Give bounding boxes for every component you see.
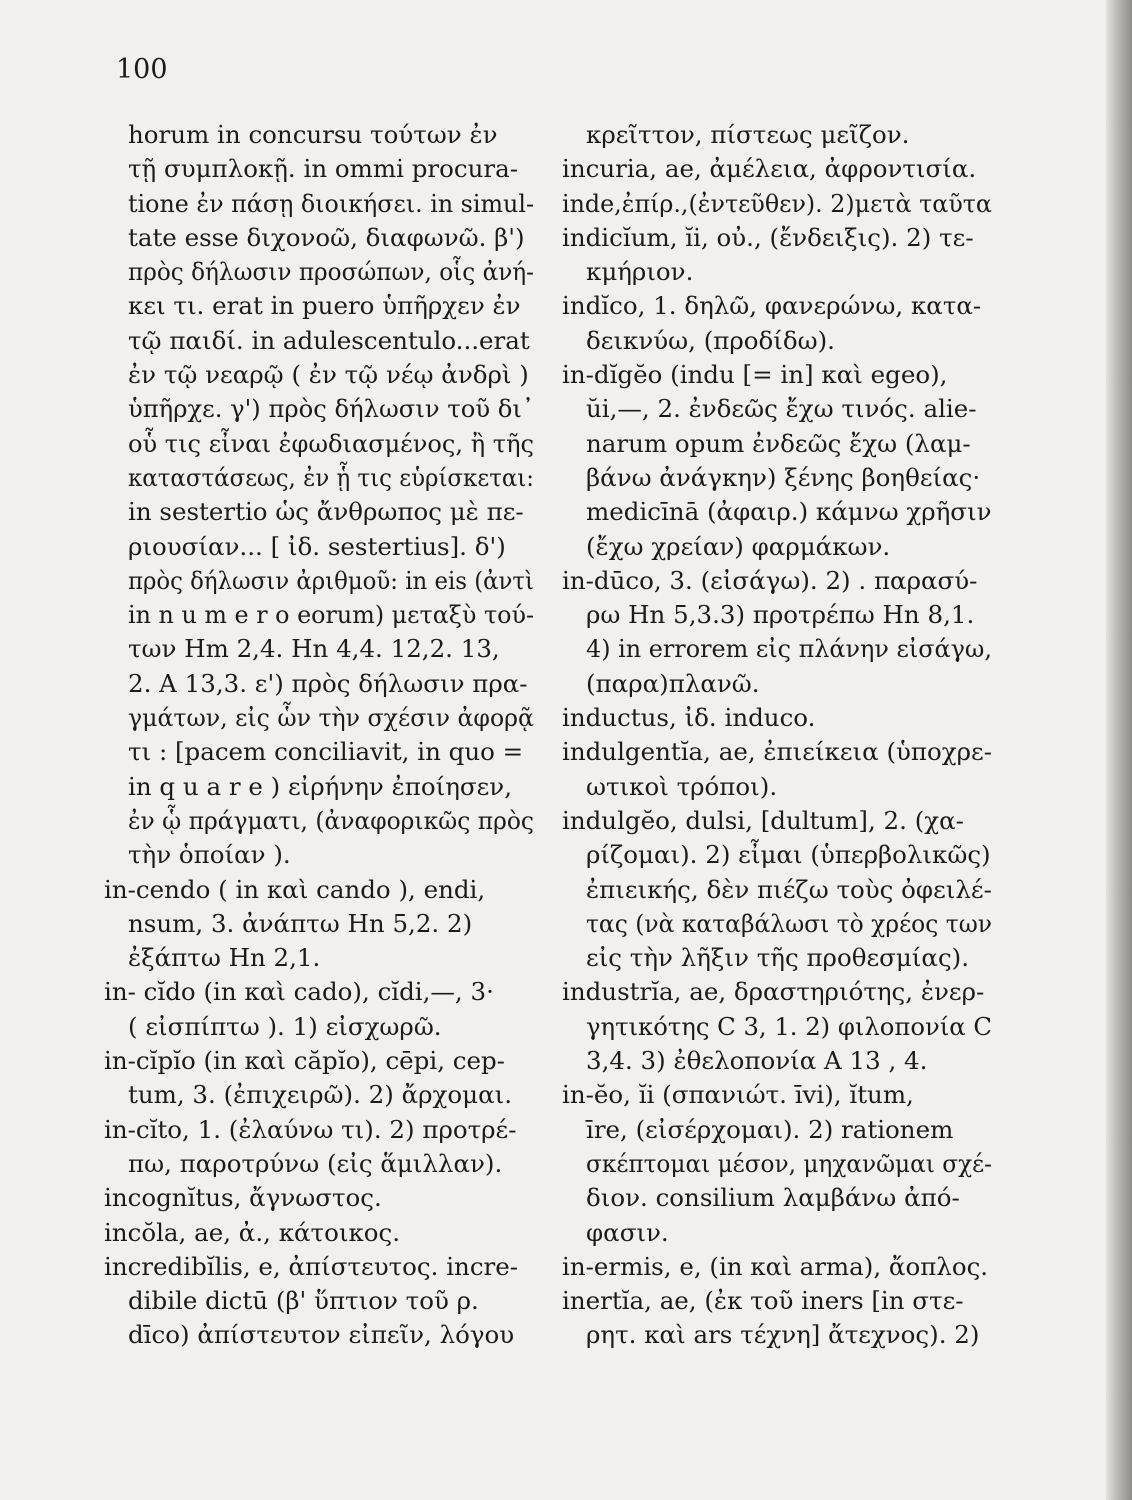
dictionary-line: καταστάσεως, ἐν ᾗ τις εὑρίσκεται: xyxy=(128,462,534,492)
dictionary-line: medicīnā (ἀφαιρ.) κάμνω χρῆσιν xyxy=(586,497,992,527)
dictionary-line: in-ĕo, ĭi (σπανιώτ. īvi), ĭtum, xyxy=(562,1080,914,1110)
dictionary-line: εἰς τὴν λῆξιν τῆς προθεσμίας). xyxy=(586,943,970,973)
dictionary-line: ŭi,—, 2. ἐνδεῶς ἔχω τινός. alie- xyxy=(586,394,977,424)
dictionary-line: τῇ συμπλοκῇ. in ommi procura- xyxy=(128,154,518,184)
dictionary-line: κμήριον. xyxy=(586,257,694,287)
dictionary-line: 2. A 13,3. ε') πρὸς δήλωσιν πρα- xyxy=(128,668,528,698)
dictionary-line: dīco) ἀπίστευτον εἰπεῖν, λόγου xyxy=(128,1320,515,1350)
dictionary-line: ρητ. καὶ ars τέχνη] ἄτεχνος). 2) xyxy=(586,1320,980,1350)
dictionary-line: in-cĭpĭo (in καὶ căpĭo), cēpi, cep- xyxy=(104,1046,505,1076)
dictionary-line: inde,ἐπίρ.,(ἐντεῦθεν). 2)μετὰ ταῦτα xyxy=(562,188,992,218)
dictionary-line: in-cĭto, 1. (ἐλαύνω τι). 2) προτρέ- xyxy=(104,1114,517,1144)
dictionary-line: βάνω ἀνάγκην) ξένης βοηθείας· xyxy=(586,462,981,492)
dictionary-line: dibile dictū (β' ὕπτιον τοῦ ρ. xyxy=(128,1286,479,1316)
dictionary-line: σκέπτομαι μέσον, μηχανῶμαι σχέ- xyxy=(586,1148,993,1178)
dictionary-line: (παρα)πλανῶ. xyxy=(586,668,760,698)
dictionary-line: horum in concursu τούτων ἐν xyxy=(128,120,498,149)
dictionary-line: inertĭa, ae, (ἐκ τοῦ iners [in στε- xyxy=(562,1286,964,1316)
dictionary-line: ρίζομαι). 2) εἶμαι (ὑπερβολικῶς) xyxy=(586,840,991,870)
dictionary-line: πρὸς δήλωσιν ἀριθμοῦ: in eis (ἀντὶ xyxy=(128,565,534,595)
dictionary-line: inductus, ἰδ. induco. xyxy=(562,703,816,733)
page-number: 100 xyxy=(116,54,168,85)
dictionary-line: industrĭa, ae, δραστηριότης, ἐνερ- xyxy=(562,977,985,1007)
dictionary-line: φασιν. xyxy=(586,1217,669,1247)
dictionary-line: ἐν ᾧ πράγματι, (ἀναφορικῶς πρὸς xyxy=(128,805,534,835)
dictionary-line: tate esse διχονοῶ, διαφωνῶ. β') xyxy=(128,222,525,252)
dictionary-line: in-dĭgĕo (indu [= in] καὶ egeo), xyxy=(562,360,948,390)
dictionary-line: ἐν τῷ νεαρῷ ( ἐν τῷ νέῳ ἀνδρὶ ) xyxy=(128,360,529,390)
dictionary-line: τὴν ὁποίαν ). xyxy=(128,840,291,870)
dictionary-line: ριουσίαν... [ ἰδ. sestertius]. δ') xyxy=(128,531,506,561)
dictionary-line: in-cendo ( in καὶ cando ), endi, xyxy=(104,874,486,904)
dictionary-line: ἐπιεικής, δὲν πιέζω τοὺς ὀφειλέ- xyxy=(586,874,992,904)
dictionary-line: ὑπῆρχε. γ') πρὸς δήλωσιν τοῦ δι᾽ xyxy=(128,394,535,424)
dictionary-line: 4) in errorem εἰς πλάνην εἰσάγω, xyxy=(586,634,993,664)
left-column xyxy=(104,118,534,1353)
dictionary-line: in-dūco, 3. (εἰσάγω). 2) . παρασύ- xyxy=(562,565,978,595)
dictionary-line: in-ermis, e, (in καὶ arma), ἄοπλος. xyxy=(562,1251,989,1281)
dictionary-line: τι : [pacem conciliavit, in quo = xyxy=(128,737,524,767)
dictionary-line: īre, (εἰσέρχομαι). 2) rationem xyxy=(586,1114,954,1144)
dictionary-line: (ἔχω χρείαν) φαρμάκων. xyxy=(586,531,891,561)
dictionary-line: incŏla, ae, ἀ., κάτοικος. xyxy=(104,1217,401,1247)
dictionary-line: 3,4. 3) ἐθελοπονία A 13 , 4. xyxy=(586,1046,928,1076)
dictionary-line: in n u m e r o eorum) μεταξὺ τού- xyxy=(128,600,535,630)
dictionary-line: indulgĕo, dulsi, [dultum], 2. (χα- xyxy=(562,805,964,835)
dictionary-line: πω, παροτρύνω (εἰς ἅμιλλαν). xyxy=(128,1148,503,1178)
dictionary-line: ωτικοὶ τρόποι). xyxy=(586,771,778,801)
dictionary-line: narum opum ἐνδεῶς ἔχω (λαμ- xyxy=(586,428,971,458)
dictionary-line: tione ἐν πάσῃ διοικήσει. in simul- xyxy=(128,188,534,218)
dictionary-line: ρω Hn 5,3.3) προτρέπω Hn 8,1. xyxy=(586,600,975,630)
dictionary-line: indulgentĭa, ae, ἐπιείκεια (ὑποχρε- xyxy=(562,737,993,767)
dictionary-line: τας (νὰ καταβάλωσι τὸ χρέος των xyxy=(586,908,993,938)
dictionary-line: οὗ τις εἶναι ἐφωδιασμένος, ἢ τῆς xyxy=(128,428,535,458)
dictionary-line: in q u a r e ) εἰρήνην ἐποίησεν, xyxy=(128,771,512,801)
dictionary-line: ( εἰσπίπτω ). 1) εἰσχωρῶ. xyxy=(128,1011,442,1041)
dictionary-line: incognĭtus, ἄγνωστος. xyxy=(104,1183,382,1213)
dictionary-line: γητικότης C 3, 1. 2) φιλοπονία C xyxy=(586,1011,992,1041)
page-edge-shadow xyxy=(1106,0,1132,1500)
dictionary-line: δεικνύω, (προδίδω). xyxy=(586,325,835,355)
dictionary-line: incuria, ae, ἀμέλεια, ἀφροντισία. xyxy=(562,154,977,184)
dictionary-line: ἐξάπτω Hn 2,1. xyxy=(128,943,321,973)
dictionary-line: κρεῖττον, πίστεως μεῖζον. xyxy=(586,120,910,149)
dictionary-line: διον. consilium λαμβάνω ἀπό- xyxy=(586,1183,960,1213)
dictionary-line: incredibĭlis, e, ἀπίστευτος. incre- xyxy=(104,1251,519,1281)
dictionary-line: tum, 3. (ἐπιχειρῶ). 2) ἄρχομαι. xyxy=(128,1080,513,1110)
dictionary-line: in- cĭdo (in καὶ cado), cĭdi,—, 3· xyxy=(104,977,494,1007)
dictionary-line: πρὸς δήλωσιν προσώπων, οἷς ἀνή- xyxy=(128,257,534,287)
dictionary-line: κει τι. erat in puero ὑπῆρχεν ἐν xyxy=(128,291,521,321)
dictionary-line: των Hm 2,4. Hn 4,4. 12,2. 13, xyxy=(128,634,500,664)
dictionary-line: γμάτων, εἰς ὧν τὴν σχέσιν ἀφορᾷ xyxy=(128,703,535,733)
dictionary-line: τῷ παιδί. in adulescentulo...erat xyxy=(128,325,530,355)
dictionary-line: indicĭum, ĭi, οὐ., (ἔνδειξις). 2) τε- xyxy=(562,222,974,252)
right-column xyxy=(562,118,992,1353)
dictionary-line: indĭco, 1. δηλῶ, φανερώνω, κατα- xyxy=(562,291,982,321)
dictionary-line: in sestertio ὡς ἄνθρωπος μὲ πε- xyxy=(128,497,524,527)
dictionary-line: nsum, 3. ἀνάπτω Hn 5,2. 2) xyxy=(128,908,473,938)
